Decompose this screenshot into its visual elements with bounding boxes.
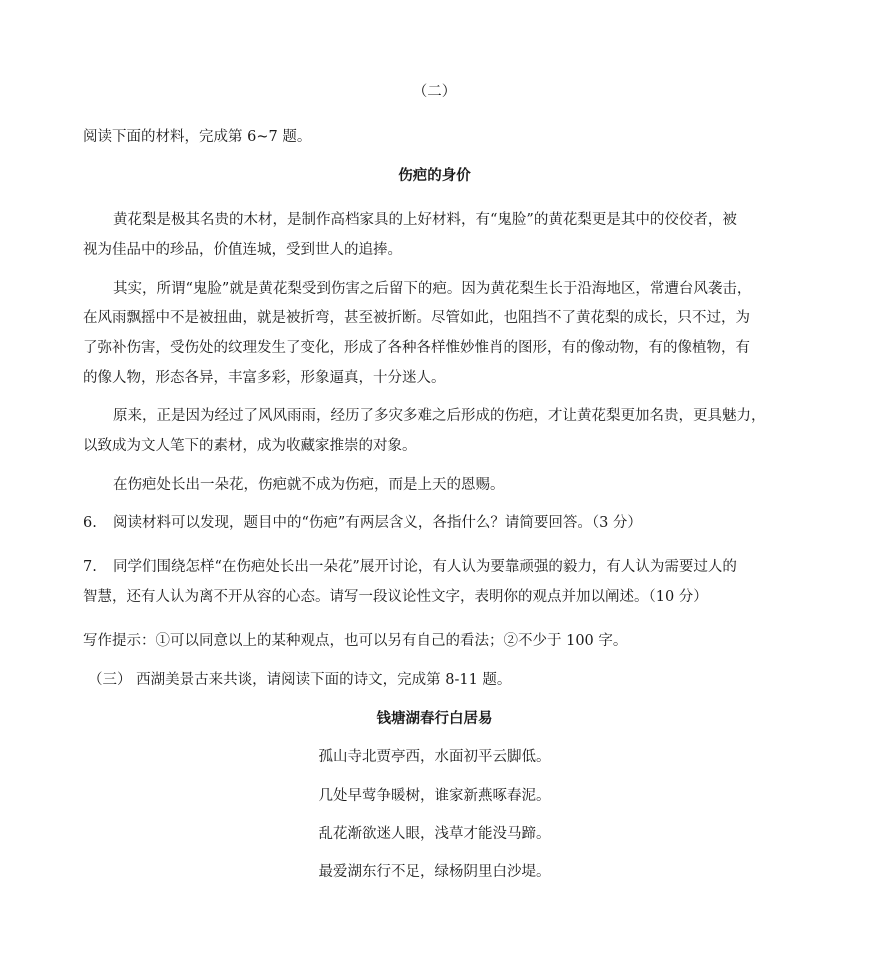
article-title: 伤疤的身价 xyxy=(398,167,471,184)
writing-hint: 写作提示：①可以同意以上的某种观点，也可以另有自己的看法；②不少于 100 字。 xyxy=(83,633,628,649)
section-heading: （二） xyxy=(412,84,457,100)
poem-line-2: 几处早莺争暖树，谁家新燕啄春泥。 xyxy=(318,788,551,804)
poem-title: 钱塘湖春行白居易 xyxy=(376,710,493,727)
question-7-number: 7. xyxy=(83,559,97,575)
paragraph-4: 在伤疤处长出一朵花，伤疤就不成为伤疤，而是上天的恩赐。 xyxy=(113,477,505,493)
paragraph-3-line-1: 原来，正是因为经过了风风雨雨，经历了多灾多难之后形成的伤疤，才让黄花梨更加名贵，更具魅力， xyxy=(113,408,766,424)
paragraph-1-line-1: 黄花梨是极其名贵的木材，是制作高档家具的上好材料，有“鬼脸”的黄花梨更是其中的佼佼者，被 xyxy=(113,212,737,228)
question-6-number: 6. xyxy=(83,515,97,531)
paragraph-3-line-2: 以致成为文人笔下的素材，成为收藏家推崇的对象。 xyxy=(83,438,417,454)
question-6 xyxy=(83,513,642,533)
poem-line-3: 乱花渐欲迷人眼，浅草才能没马蹄。 xyxy=(318,826,551,842)
paragraph-2-line-4: 的像人物，形态各异，丰富多彩，形象逼真，十分迷人。 xyxy=(83,370,446,386)
paragraph-2-line-3: 了弥补伤害，受伤处的纹理发生了变化，形成了各种各样惟妙惟肖的图形，有的像动物，有的像植物，有 xyxy=(83,340,750,356)
paragraph-2-line-2: 在风雨飘摇中不是被扭曲，就是被折弯，甚至被折断。尽管如此，也阻挡不了黄花梨的成长，只不过，为 xyxy=(83,310,750,326)
reading-instruction: 阅读下面的材料，完成第 6~7 题。 xyxy=(83,129,312,145)
poem-line-1: 孤山寺北贾亭西，水面初平云脚低。 xyxy=(318,749,551,765)
poem-line-4: 最爱湖东行不足，绿杨阴里白沙堤。 xyxy=(318,864,551,880)
paragraph-1-line-2: 视为佳品中的珍品，价值连城，受到世人的追捧。 xyxy=(83,242,402,258)
paragraph-2-line-1: 其实，所谓“鬼脸”就是黄花梨受到伤害之后留下的疤。因为黄花梨生长于沿海地区，常遭台风袭击， xyxy=(113,281,752,297)
question-7-text: 同学们围绕怎样“在伤疤处长出一朵花”展开讨论，有人认为要靠顽强的毅力，有人认为需要过人的 xyxy=(113,559,737,575)
question-7-line-1 xyxy=(83,557,737,577)
question-6-text: 阅读材料可以发现，题目中的“伤疤”有两层含义，各指什么？请简要回答。（3 分） xyxy=(113,515,642,531)
section-3-instruction: （三） 西湖美景古来共谈，请阅读下面的诗文，完成第 8-11 题。 xyxy=(88,672,512,688)
question-7-line-2: 智慧，还有人认为离不开从容的心态。请写一段议论性文字，表明你的观点并加以阐述。（10 分） xyxy=(83,589,708,605)
